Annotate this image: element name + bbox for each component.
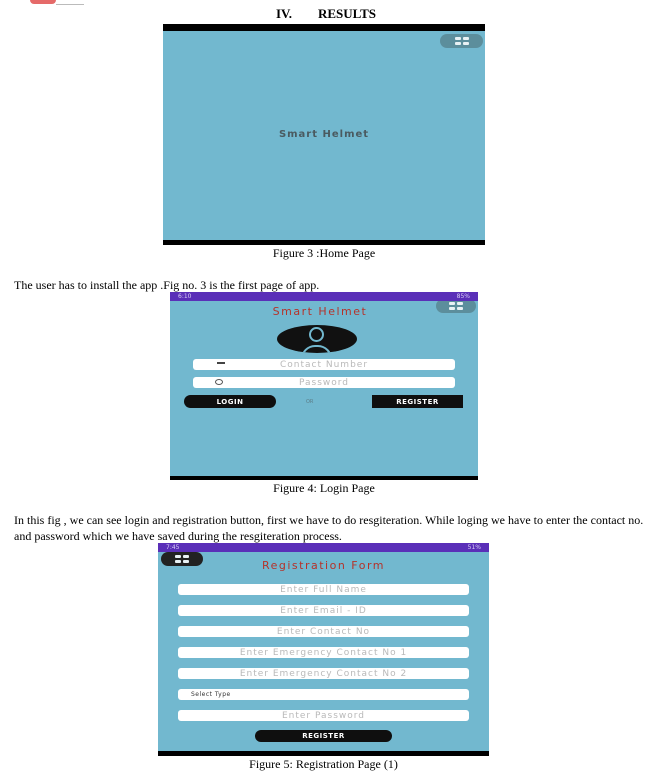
home-screen (163, 31, 485, 240)
password-placeholder: Enter Password (281, 710, 366, 721)
status-time: 7:45 (166, 544, 180, 551)
figure-4-caption: Figure 4: Login Page (273, 481, 375, 495)
figure-5-caption: Figure 5: Registration Page (1) (249, 757, 398, 771)
password-input[interactable] (193, 377, 455, 388)
email-input[interactable] (178, 605, 469, 616)
paragraph-2-line-2: and password which we have saved during the resgiteration process. (14, 529, 342, 543)
header-rule (56, 4, 84, 5)
status-bar (158, 543, 489, 552)
figure-3-frame (163, 24, 485, 245)
section-number: IV. (275, 6, 292, 21)
user-avatar-icon (277, 325, 357, 353)
select-type-dropdown[interactable] (178, 689, 469, 700)
emergency-contact-2-placeholder: Enter Emergency Contact No 2 (239, 668, 408, 679)
full-name-input[interactable] (178, 584, 469, 595)
email-placeholder: Enter Email - ID (280, 605, 367, 616)
register-button[interactable]: REGISTER (372, 395, 463, 408)
figure-4-frame (170, 292, 478, 480)
emergency-contact-1-placeholder: Enter Emergency Contact No 1 (239, 647, 408, 658)
password-input[interactable] (178, 710, 469, 721)
contact-placeholder: Contact Number (279, 359, 369, 370)
register-button[interactable]: REGISTER (255, 730, 392, 742)
section-heading (0, 6, 652, 22)
registration-form-title: Registration Form (261, 559, 386, 572)
contact-number-input[interactable] (178, 626, 469, 637)
emergency-contact-2-input[interactable] (178, 668, 469, 679)
or-label: OR (306, 399, 314, 405)
home-app-title: Smart Helmet (278, 129, 370, 140)
contact-placeholder: Enter Contact No (276, 626, 371, 637)
login-button[interactable]: LOGIN (184, 395, 276, 408)
status-battery: 51% (467, 544, 481, 551)
status-time: 6:10 (178, 293, 192, 300)
person-icon (217, 362, 225, 369)
paragraph-1: The user has to install the app .Fig no. 3 is the first page of app. (14, 278, 320, 292)
password-placeholder: Password (298, 377, 350, 388)
select-type-label: Select Type (191, 691, 231, 698)
figure-3-caption: Figure 3 :Home Page (272, 246, 376, 260)
login-screen (170, 301, 478, 476)
status-bar (170, 292, 478, 301)
figure-5-frame (158, 543, 489, 756)
status-battery: 85% (456, 293, 470, 300)
section-title: RESULTS (317, 6, 377, 21)
registration-screen (158, 552, 489, 751)
full-name-placeholder: Enter Full Name (280, 584, 367, 595)
emergency-contact-1-input[interactable] (178, 647, 469, 658)
logo-fragment (30, 0, 56, 4)
menu-icon[interactable] (440, 34, 483, 48)
key-icon (215, 379, 223, 385)
paragraph-2-line-1: In this fig , we can see login and registration button, first we have to do resgiteration. While loging we have to enter the contact no. (14, 513, 644, 527)
contact-number-input[interactable] (193, 359, 455, 370)
login-app-title: Smart Helmet (272, 305, 368, 318)
